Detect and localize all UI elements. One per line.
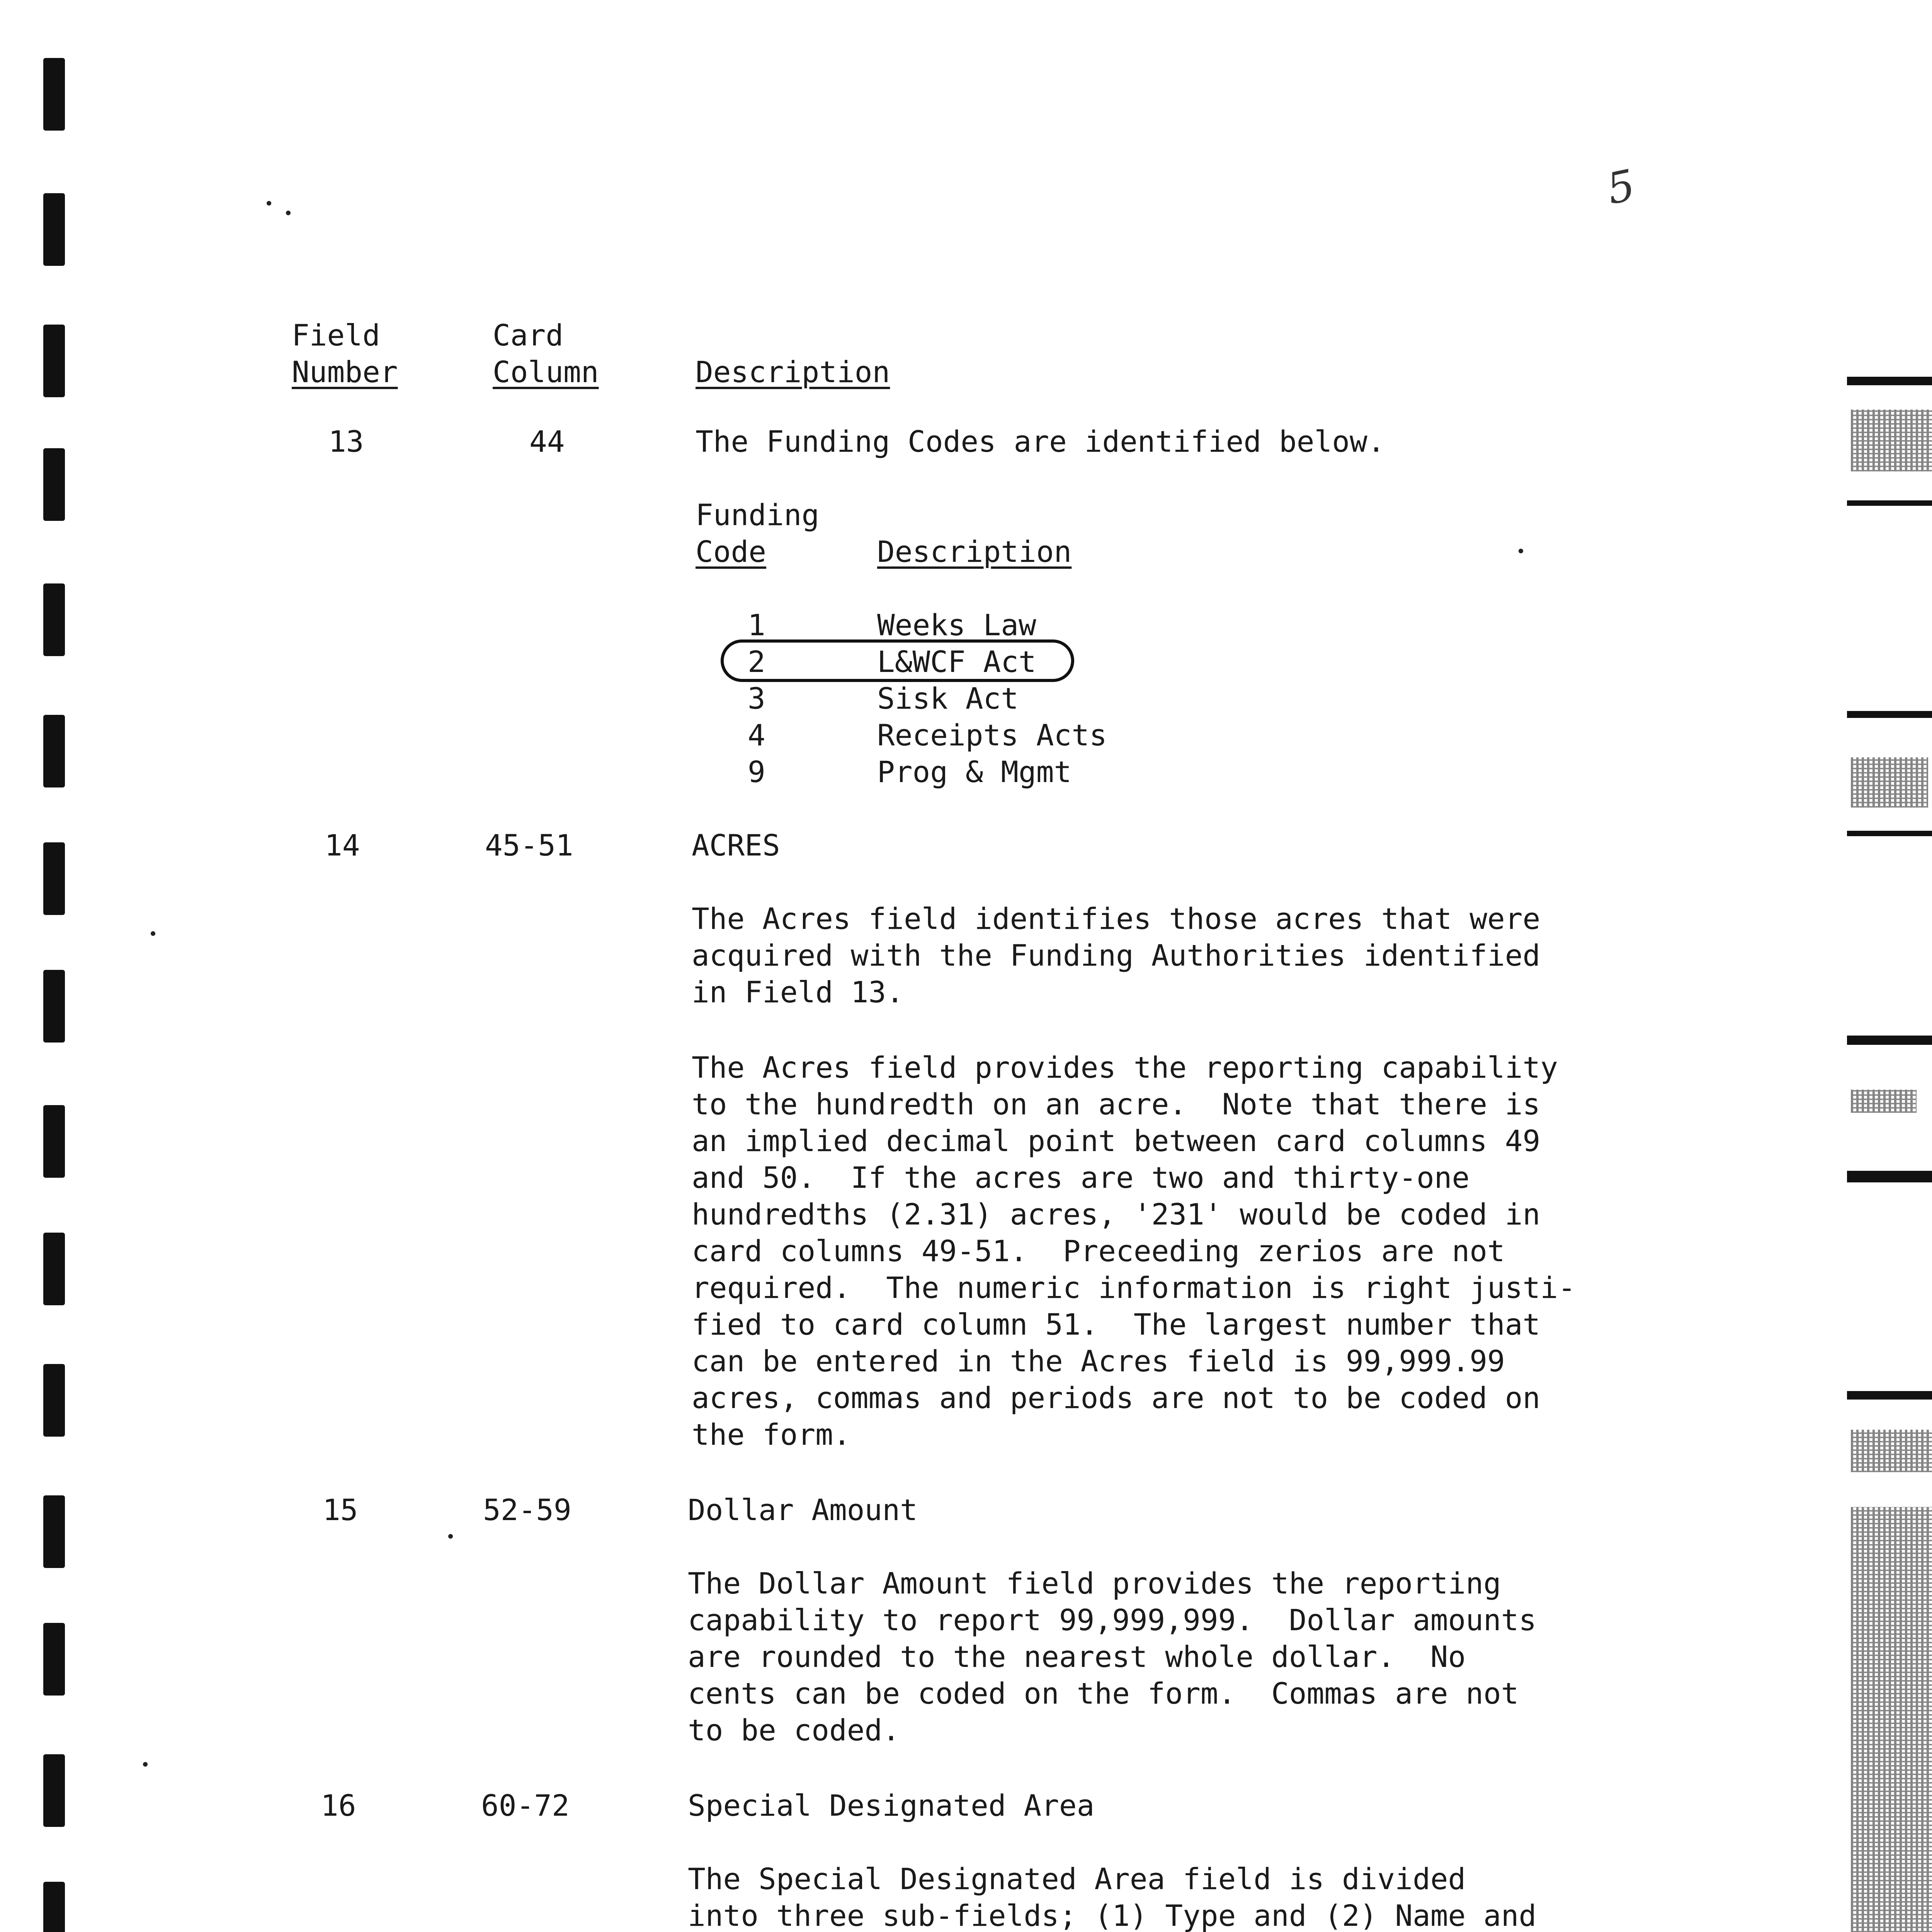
paragraph-line: required. The numeric information is right justi- — [692, 1270, 1576, 1305]
scan-speck — [448, 1534, 453, 1539]
paragraph-line: cents can be coded on the form. Commas are not — [688, 1676, 1519, 1711]
scan-artifact — [1851, 1090, 1917, 1113]
paragraph-line: fied to card column 51. The largest number that — [692, 1307, 1541, 1342]
scan-artifact — [1851, 1430, 1932, 1472]
field-16-title: Special Designated Area — [688, 1788, 1095, 1823]
paragraph-line: are rounded to the nearest whole dollar. No — [688, 1639, 1466, 1674]
binding-mark — [43, 193, 65, 266]
field-number-15: 15 — [323, 1493, 358, 1527]
paragraph-line: the form. — [692, 1417, 851, 1452]
funding-description: Receipts Acts — [877, 718, 1107, 752]
funding-description-header: Description — [877, 534, 1072, 569]
card-column-14: 45-51 — [485, 828, 573, 862]
scan-artifact — [1847, 1391, 1932, 1400]
paragraph-line: into three sub-fields; (1) Type and (2) Name and — [688, 1898, 1537, 1932]
scan-artifact — [1847, 500, 1932, 506]
binding-mark — [43, 842, 65, 915]
field-14-paragraph-2 — [692, 1049, 1658, 1453]
funding-description: L&WCF Act — [877, 645, 1036, 679]
field-number-14: 14 — [325, 828, 360, 862]
field-14-title: ACRES — [692, 828, 780, 862]
paragraph-line: can be entered in the Acres field is 99,999.99 — [692, 1344, 1505, 1378]
paragraph-line: an implied decimal point between card columns 49 — [692, 1124, 1541, 1158]
funding-description: Weeks Law — [877, 608, 1036, 642]
field-16-paragraph — [688, 1861, 1654, 1932]
funding-code: 2 — [748, 645, 765, 679]
field-13-intro: The Funding Codes are identified below. — [696, 424, 1385, 459]
binding-mark — [43, 58, 65, 131]
binding-mark — [43, 1623, 65, 1696]
funding-code: 9 — [748, 755, 765, 789]
funding-code: 3 — [748, 681, 765, 716]
scan-artifact — [1847, 1171, 1932, 1182]
binding-mark — [43, 970, 65, 1043]
scan-speck — [151, 931, 155, 936]
paragraph-line: The Dollar Amount field provides the reporting — [688, 1566, 1501, 1600]
paragraph-line: acres, commas and periods are not to be coded on — [692, 1381, 1541, 1415]
binding-mark — [43, 1495, 65, 1568]
funding-description: Sisk Act — [877, 681, 1019, 716]
funding-description: Prog & Mgmt — [877, 755, 1072, 789]
funding-code-header-bottom: Code — [696, 534, 767, 569]
binding-mark — [43, 1882, 65, 1932]
field-15-paragraph — [688, 1565, 1654, 1748]
paragraph-line: to the hundredth on an acre. Note that there is — [692, 1087, 1541, 1121]
binding-mark — [43, 583, 65, 656]
scan-artifact — [1847, 711, 1932, 718]
card-column-15: 52-59 — [483, 1493, 571, 1527]
header-card-label: Card — [493, 318, 564, 352]
scan-artifact — [1847, 1036, 1932, 1045]
header-column-label: Column — [493, 355, 599, 389]
field-14-paragraph-1 — [692, 900, 1658, 1010]
paragraph-line: The Special Designated Area field is divided — [688, 1862, 1466, 1896]
funding-code-header-top: Funding — [696, 498, 820, 532]
field-15-title: Dollar Amount — [688, 1493, 918, 1527]
scan-artifact — [1847, 831, 1932, 836]
binding-mark — [43, 715, 65, 787]
binding-mark — [43, 325, 65, 397]
binding-mark — [43, 1754, 65, 1827]
paragraph-line: The Acres field provides the reporting capability — [692, 1050, 1558, 1085]
paragraph-line: hundredths (2.31) acres, '231' would be coded in — [692, 1197, 1541, 1231]
funding-code: 4 — [748, 718, 765, 752]
binding-mark — [43, 1364, 65, 1437]
header-number-label: Number — [292, 355, 398, 389]
binding-mark — [43, 1105, 65, 1178]
header-field-label: Field — [292, 318, 380, 352]
card-column-16: 60-72 — [481, 1788, 570, 1823]
scan-speck — [267, 201, 271, 206]
paragraph-line: acquired with the Funding Authorities identified — [692, 938, 1541, 973]
scan-speck — [286, 211, 291, 215]
paragraph-line: in Field 13. — [692, 975, 904, 1009]
scan-artifact — [1851, 1507, 1932, 1932]
binding-mark — [43, 448, 65, 521]
paragraph-line: and 50. If the acres are two and thirty-one — [692, 1160, 1470, 1195]
paragraph-line: to be coded. — [688, 1713, 900, 1747]
funding-code: 1 — [748, 608, 765, 642]
paragraph-line: The Acres field identifies those acres that were — [692, 901, 1541, 936]
scan-artifact — [1851, 757, 1928, 808]
scan-artifact — [1851, 410, 1932, 471]
paragraph-line: capability to report 99,999,999. Dollar amounts — [688, 1603, 1537, 1637]
handwritten-page-number: 5 — [1602, 160, 1639, 214]
scan-speck — [143, 1762, 148, 1767]
card-column-13: 44 — [529, 424, 565, 459]
header-description-label: Description — [696, 355, 890, 389]
scan-speck — [1519, 549, 1523, 553]
field-number-16: 16 — [321, 1788, 356, 1823]
scan-artifact — [1847, 377, 1932, 385]
binding-mark — [43, 1233, 65, 1305]
paragraph-line: card columns 49-51. Preceeding zerios are not — [692, 1234, 1505, 1268]
field-number-13: 13 — [328, 424, 364, 459]
